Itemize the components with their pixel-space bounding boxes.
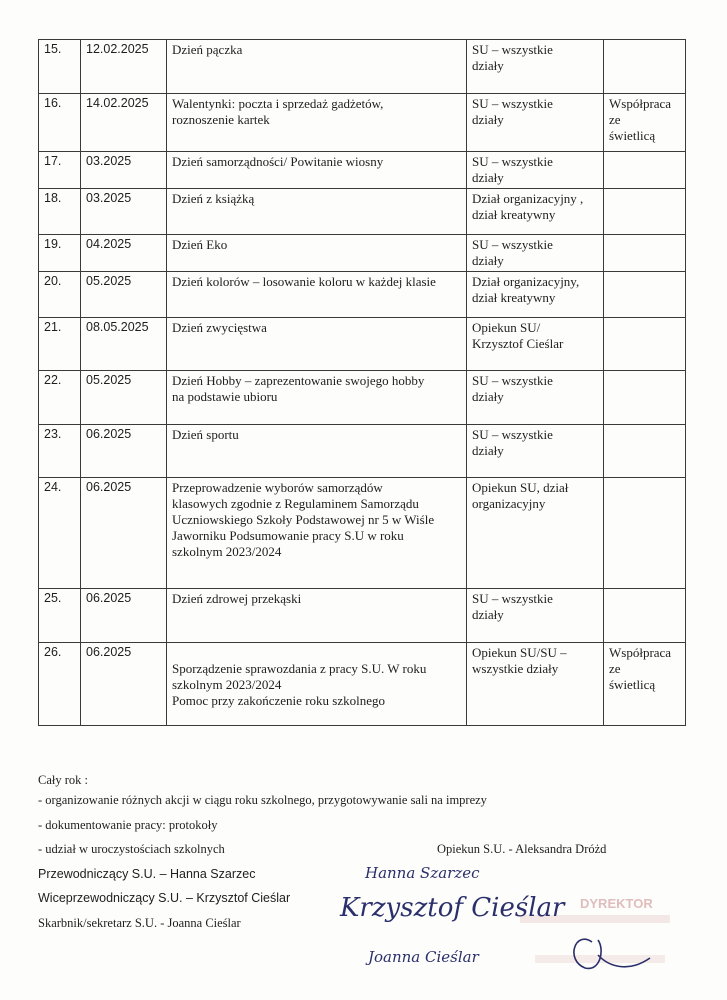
row-event (167, 94, 467, 152)
notes-line: świetlicą (609, 128, 656, 143)
event-line: Dzień zwycięstwa (172, 320, 267, 335)
row-notes (604, 235, 686, 272)
row-date: 03.2025 (81, 152, 167, 189)
row-notes (604, 272, 686, 318)
row-responsible (467, 371, 604, 425)
row-responsible (467, 318, 604, 371)
row-notes (604, 589, 686, 643)
row-event (167, 40, 467, 94)
row-number: 22. (39, 371, 81, 425)
signature-joanna: Joanna Cieślar (368, 948, 479, 966)
table-row (39, 152, 686, 189)
row-notes (604, 425, 686, 478)
row-date: 05.2025 (81, 371, 167, 425)
resp-line: wszystkie działy (472, 661, 559, 676)
row-number: 19. (39, 235, 81, 272)
row-event (167, 371, 467, 425)
notes-line: Współpraca (609, 645, 672, 660)
row-notes (604, 152, 686, 189)
event-line: Dzień zdrowej przekąski (172, 591, 302, 606)
notes-line: ze (609, 661, 621, 676)
resp-line: działy (472, 112, 504, 127)
row-number: 26. (39, 643, 81, 726)
event-line: Przeprowadzenie wyborów samorządów (172, 480, 383, 495)
event-line: Dzień kolorów – losowanie koloru w każdej klasie (172, 274, 436, 289)
event-line: Pomoc przy zakończenie roku szkolnego (172, 693, 385, 708)
table-row (39, 589, 686, 643)
row-notes (604, 371, 686, 425)
resp-line: dział kreatywny (472, 290, 556, 305)
resp-line: SU – wszystkie (472, 154, 553, 169)
resp-line: Dział organizacyjny , (472, 191, 584, 206)
row-notes (604, 94, 686, 152)
row-responsible (467, 152, 604, 189)
row-event (167, 478, 467, 589)
resp-line: działy (472, 607, 504, 622)
event-line: Walentynki: poczta i sprzedaż gadżetów, (172, 96, 384, 111)
event-line: Dzień Hobby – zaprezentowanie swojego hobby (172, 373, 425, 388)
row-number: 25. (39, 589, 81, 643)
resp-line: działy (472, 389, 504, 404)
event-line: Dzień z książką (172, 191, 255, 206)
row-responsible (467, 425, 604, 478)
event-line: szkolnym 2023/2024 (172, 544, 282, 559)
stamp-text: DYREKTOR (580, 896, 653, 911)
row-date: 12.02.2025 (81, 40, 167, 94)
row-event (167, 643, 467, 726)
table-row (39, 189, 686, 235)
notes-line: ze (609, 112, 621, 127)
row-event (167, 318, 467, 371)
row-number: 18. (39, 189, 81, 235)
row-number: 15. (39, 40, 81, 94)
activities-table (38, 39, 686, 726)
row-date: 08.05.2025 (81, 318, 167, 371)
signature-hanna: Hanna Szarzec (365, 864, 480, 882)
resp-line: działy (472, 253, 504, 268)
table-row (39, 318, 686, 371)
row-responsible (467, 272, 604, 318)
event-line: roznoszenie kartek (172, 112, 270, 127)
row-responsible (467, 589, 604, 643)
table-row (39, 235, 686, 272)
row-responsible (467, 235, 604, 272)
event-line: szkolnym 2023/2024 (172, 677, 282, 692)
table-row (39, 40, 686, 94)
row-date: 06.2025 (81, 643, 167, 726)
resp-line: dział kreatywny (472, 207, 556, 222)
row-event (167, 152, 467, 189)
row-notes (604, 189, 686, 235)
row-responsible (467, 189, 604, 235)
notes-line: świetlicą (609, 677, 656, 692)
resp-line: SU – wszystkie (472, 237, 553, 252)
row-event (167, 235, 467, 272)
row-date: 06.2025 (81, 425, 167, 478)
table-row (39, 272, 686, 318)
resp-line: Opiekun SU/SU – (472, 645, 567, 660)
table-row (39, 425, 686, 478)
chair-line: Przewodniczący S.U. – Hanna Szarzec (38, 867, 256, 881)
row-responsible (467, 40, 604, 94)
table-row (39, 94, 686, 152)
row-notes (604, 643, 686, 726)
row-number: 21. (39, 318, 81, 371)
resp-line: SU – wszystkie (472, 96, 553, 111)
row-date: 05.2025 (81, 272, 167, 318)
row-date: 03.2025 (81, 189, 167, 235)
row-number: 23. (39, 425, 81, 478)
event-line: klasowych zgodnie z Regulaminem Samorządu (172, 496, 419, 511)
row-event (167, 272, 467, 318)
event-line: Jaworniku Podsumowanie pracy S.U w roku (172, 528, 404, 543)
resp-line: Krzysztof Cieślar (472, 336, 564, 351)
event-line: na podstawie ubioru (172, 389, 278, 404)
treasurer-line: Skarbnik/sekretarz S.U. - Joanna Cieślar (38, 916, 241, 930)
row-number: 16. (39, 94, 81, 152)
year-item-organizing: - organizowanie różnych akcji w ciągu roku szkolnego, przygotowywanie sali na imprezy (38, 793, 487, 807)
opiekun-name: Opiekun S.U. - Aleksandra Dróżd (437, 842, 607, 856)
resp-line: działy (472, 443, 504, 458)
resp-line: SU – wszystkie (472, 373, 553, 388)
signature-krzysztof: Krzysztof Cieślar (340, 893, 565, 923)
table-row (39, 478, 686, 589)
row-date: 06.2025 (81, 478, 167, 589)
resp-line: działy (472, 170, 504, 185)
event-line: Dzień sportu (172, 427, 239, 442)
row-notes (604, 478, 686, 589)
resp-line: Opiekun SU, dział (472, 480, 569, 495)
event-line: Dzień Eko (172, 237, 228, 252)
event-line: Uczniowskiego Szkoły Podstawowej nr 5 w Wiśle (172, 512, 435, 527)
resp-line: SU – wszystkie (472, 591, 553, 606)
row-event (167, 589, 467, 643)
row-event (167, 189, 467, 235)
year-item-documenting: - dokumentowanie pracy: protokoły (38, 818, 218, 832)
row-responsible (467, 478, 604, 589)
row-event (167, 425, 467, 478)
signatures-area (330, 860, 690, 990)
row-responsible (467, 643, 604, 726)
year-item-ceremonies: - udział w uroczystościach szkolnych (38, 842, 225, 856)
row-responsible (467, 94, 604, 152)
event-line: Sporządzenie sprawozdania z pracy S.U. W roku (172, 661, 427, 676)
resp-line: SU – wszystkie (472, 427, 553, 442)
row-date: 06.2025 (81, 589, 167, 643)
row-notes (604, 40, 686, 94)
event-line (172, 645, 462, 661)
table-row (39, 643, 686, 726)
notes-line: Współpraca (609, 96, 672, 111)
row-number: 24. (39, 478, 81, 589)
row-notes (604, 318, 686, 371)
year-heading: Cały rok : (38, 773, 88, 787)
vice-chair-line: Wiceprzewodniczący S.U. – Krzysztof Cieślar (38, 891, 291, 905)
table-row (39, 371, 686, 425)
row-date: 14.02.2025 (81, 94, 167, 152)
row-number: 20. (39, 272, 81, 318)
row-number: 17. (39, 152, 81, 189)
resp-line: SU – wszystkie (472, 42, 553, 57)
event-line: Dzień samorządności/ Powitanie wiosny (172, 154, 384, 169)
resp-line: organizacyjny (472, 496, 546, 511)
resp-line: Opiekun SU/ (472, 320, 541, 335)
row-date: 04.2025 (81, 235, 167, 272)
resp-line: działy (472, 58, 504, 73)
resp-line: Dział organizacyjny, (472, 274, 580, 289)
event-line: Dzień pączka (172, 42, 243, 57)
director-signature-mark (574, 939, 650, 968)
